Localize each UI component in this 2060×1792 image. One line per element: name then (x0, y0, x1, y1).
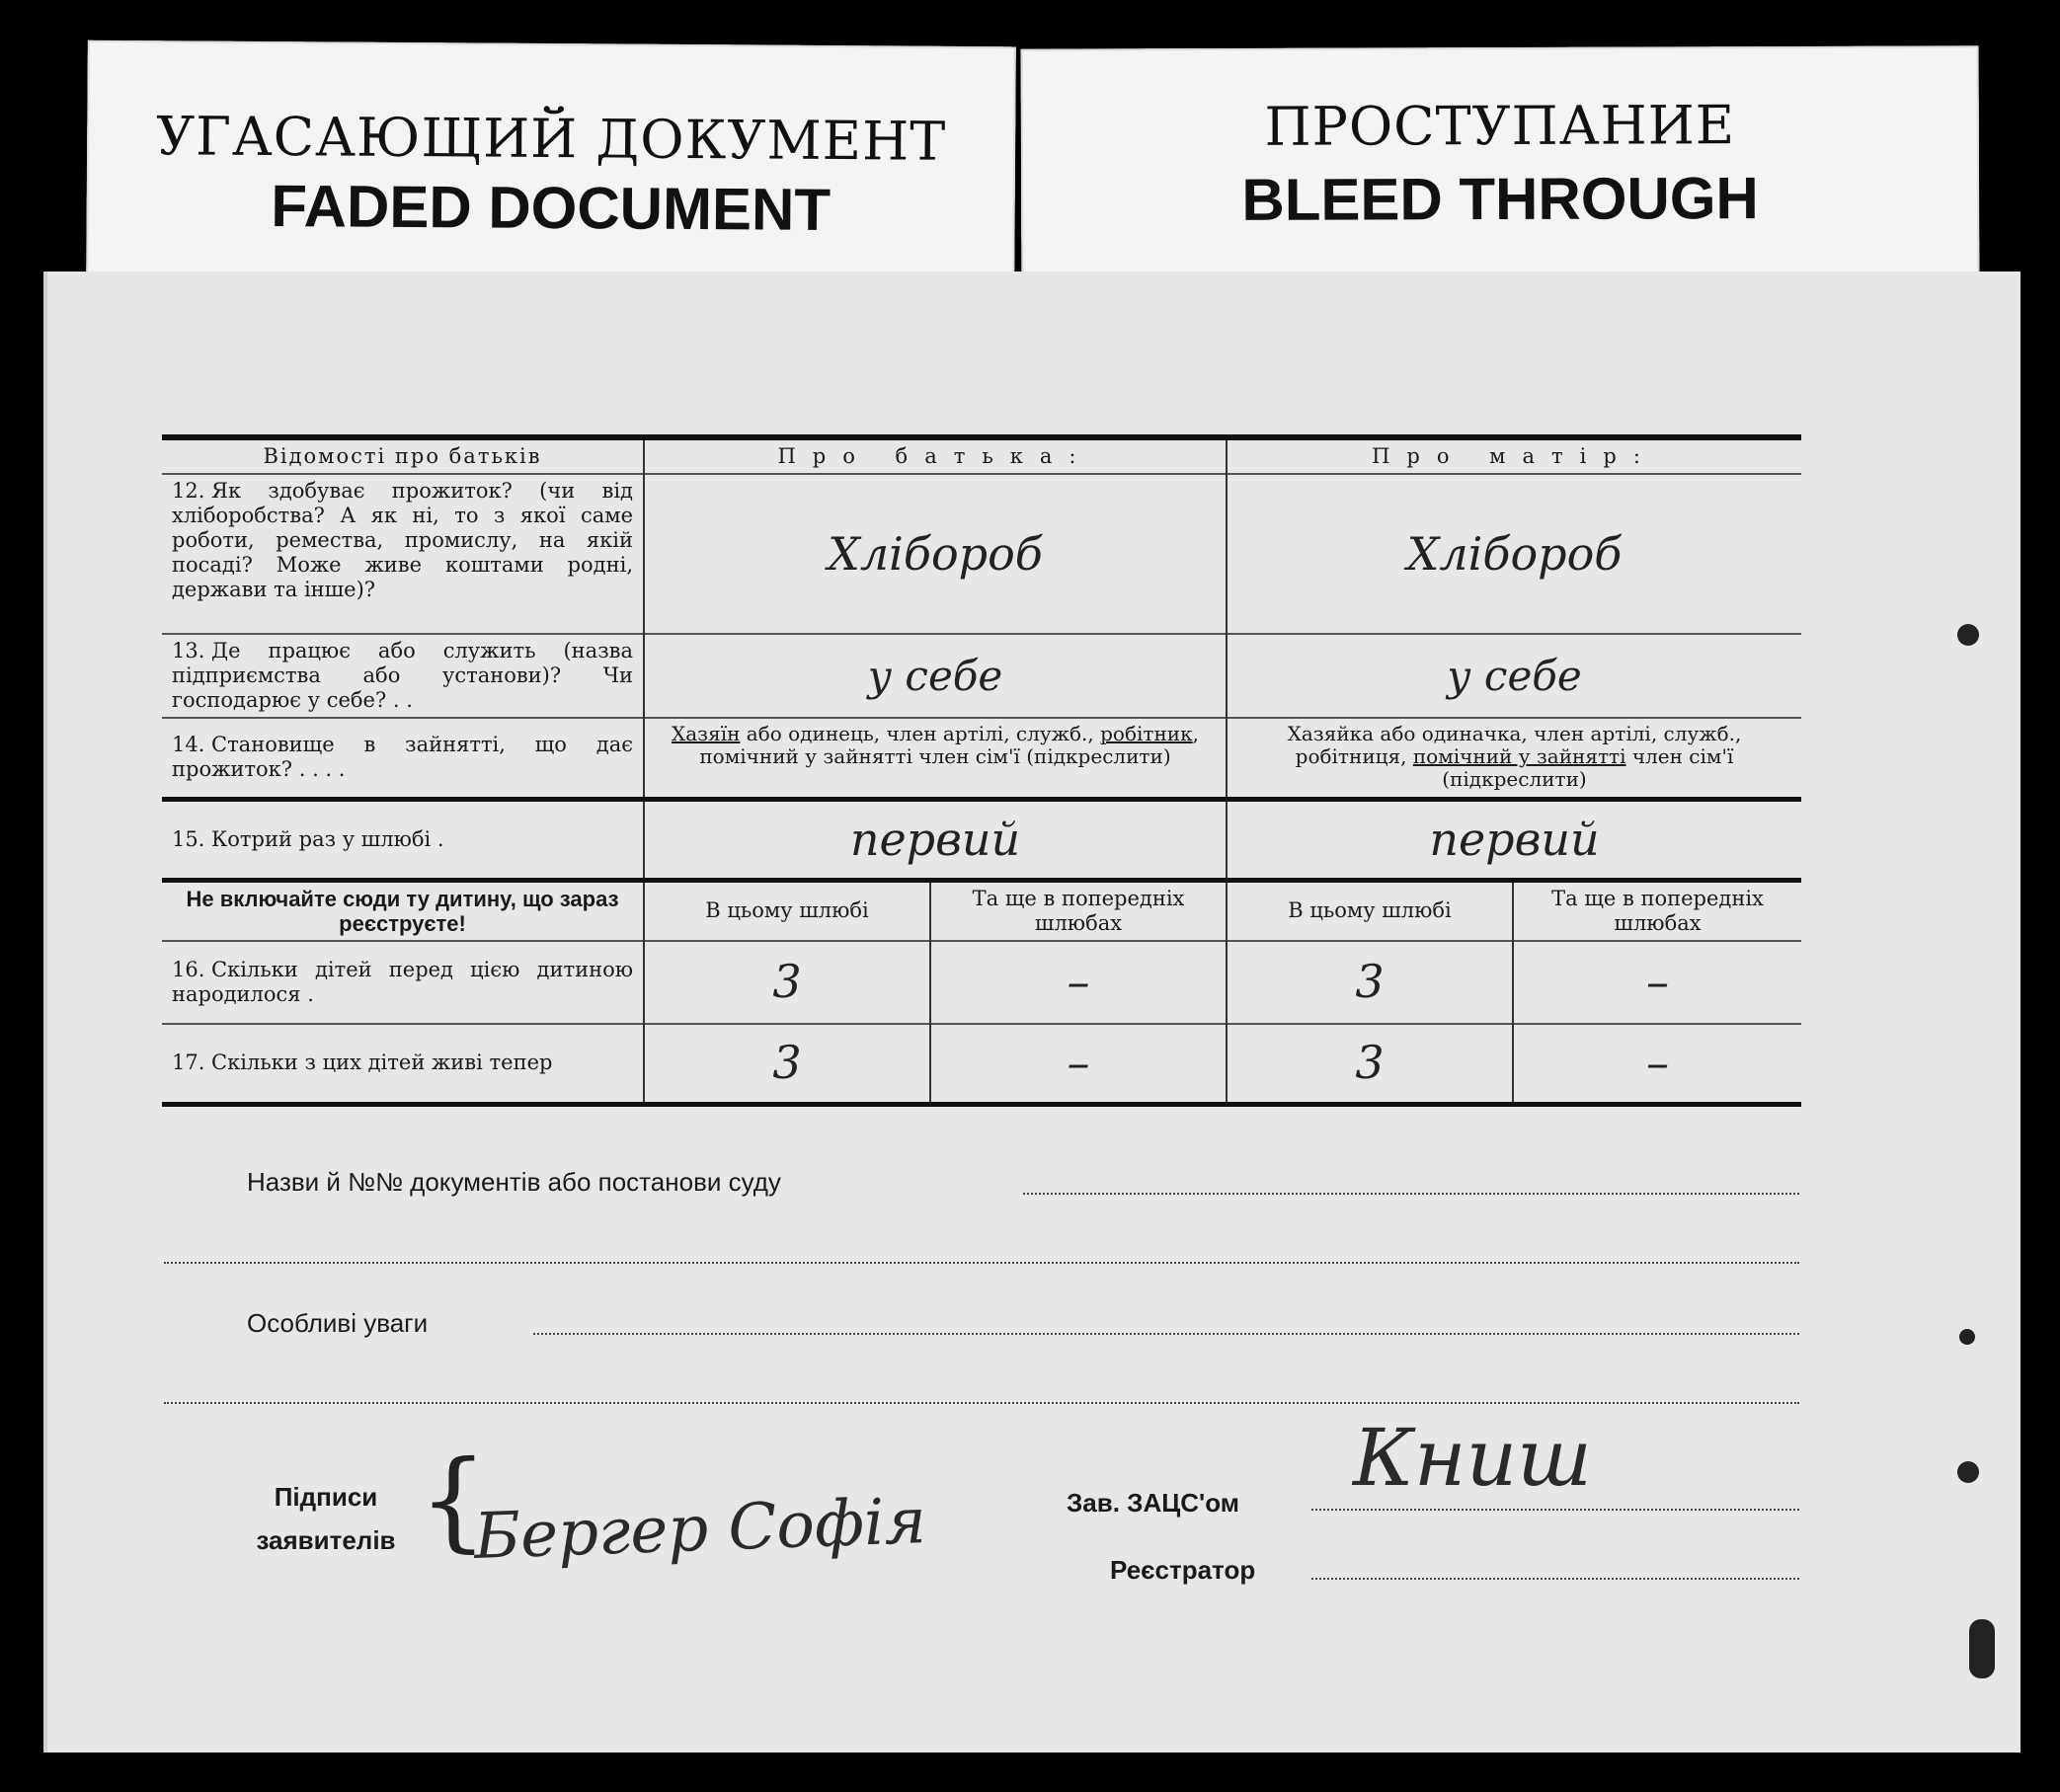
exclusion-note: Не включайте сюди ту дитину, що зараз реєструєте! (162, 880, 644, 941)
label-en-bleed: BLEED THROUGH (1241, 165, 1759, 233)
head-signature: Книш (1353, 1412, 1592, 1504)
table-header-mother: Про матір: (1227, 437, 1801, 474)
answer-13-mother: у себе (1227, 634, 1801, 718)
registrar-signature-line (1311, 1578, 1799, 1580)
bleed-through-label (1021, 45, 1980, 290)
question-15: 15. Котрий раз у шлюбі . (162, 799, 644, 880)
question-14: 14. Становище в зайнятті, що дає прожиток? . . . . (162, 718, 644, 799)
answer-17-father-this: 3 (644, 1024, 930, 1105)
label-en-faded: FADED DOCUMENT (271, 173, 832, 243)
documents-field-line (1023, 1193, 1799, 1195)
label-ru-bleed: ПРОСТУПАНИЕ (1264, 94, 1736, 158)
answer-15-mother: первий (1227, 799, 1801, 880)
table-header-info: Відомості про батьків (162, 437, 644, 474)
answer-12-father: Хлібороб (644, 474, 1227, 634)
table-header-father: Про батька: (644, 437, 1227, 474)
answer-16-mother-prev: – (1513, 941, 1801, 1024)
punch-hole (1959, 1329, 1975, 1345)
question-16: 16. Скільки дітей перед цією дитиною народилося . (162, 941, 644, 1024)
punch-hole (1957, 624, 1979, 646)
head-signature-line (1311, 1509, 1799, 1511)
question-13: 13. Де працює або служить (назва підприємства або установи)? Чи господарює у себе? . . (162, 634, 644, 718)
answer-14-mother: Хазяйка або одиначка, член артілі, служб., робітниця, помічний у зайнятті член сім'ї (підкреслити) (1227, 718, 1801, 799)
documents-field-label: Назви й №№ документів або постанови суду (247, 1167, 781, 1197)
answer-15-father: первий (644, 799, 1227, 880)
applicant-signature: Бергер Софія (472, 1485, 927, 1574)
documents-field-line-2 (164, 1262, 1799, 1264)
punch-hole (1969, 1619, 1995, 1678)
label-ru-faded: УГАСАЮЩИЙ ДОКУМЕНТ (155, 105, 947, 173)
answer-16-mother-this: 3 (1227, 941, 1513, 1024)
answer-17-mother-this: 3 (1227, 1024, 1513, 1105)
question-12: 12. Як здобуває прожиток? (чи від хліборобства? А як ні, то з якої саме роботи, ремества, промислу, на якій посаді? Може живе коштами родні, держави та інше)? (162, 474, 644, 634)
answer-12-mother: Хлібороб (1227, 474, 1801, 634)
subheader-father-prev: Та ще в попередніх шлюбах (930, 880, 1227, 941)
answer-17-mother-prev: – (1513, 1024, 1801, 1105)
notes-field-label: Особливі уваги (247, 1308, 429, 1338)
signature-brace: { (419, 1437, 488, 1563)
answer-17-father-prev: – (930, 1024, 1227, 1105)
parents-info-table (162, 434, 1801, 1107)
answer-13-father: у себе (644, 634, 1227, 718)
punch-hole (1957, 1461, 1979, 1483)
subheader-mother-this: В цьому шлюбі (1227, 880, 1513, 941)
signatures-label: Підписи заявителів (256, 1482, 396, 1555)
registrar-label: Реєстратор (1110, 1555, 1256, 1585)
answer-14-father: Хазяїн або одинець, член артілі, служб., робітник, помічний у зайнятті член сім'ї (підкреслити) (644, 718, 1227, 799)
answer-16-father-prev: – (930, 941, 1227, 1024)
head-of-registry-label: Зав. ЗАЦС'ом (1067, 1488, 1239, 1518)
notes-field-line (533, 1333, 1799, 1335)
question-17: 17. Скільки з цих дітей живі тепер (162, 1024, 644, 1105)
faded-document-label (86, 40, 1016, 289)
answer-16-father-this: 3 (644, 941, 930, 1024)
notes-field-line-2 (164, 1402, 1799, 1404)
subheader-father-this: В цьому шлюбі (644, 880, 930, 941)
subheader-mother-prev: Та ще в попередніх шлюбах (1513, 880, 1801, 941)
